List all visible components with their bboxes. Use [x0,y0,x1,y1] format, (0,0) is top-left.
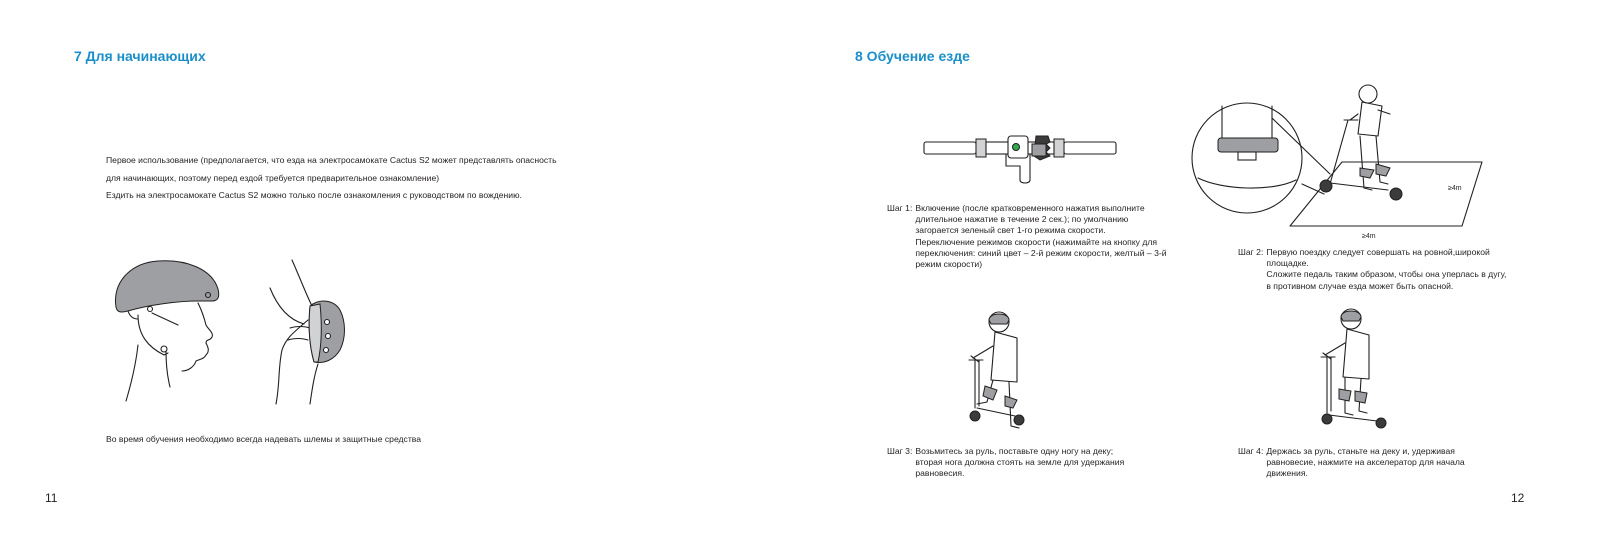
step-3-caption [887,446,1124,480]
page-number: 12 [1511,491,1525,505]
step-line: переключения: синий цвет – 2-й режим скорости, желтый – 3-й [915,247,1167,258]
section-heading: 8 Обучение езде [855,48,970,64]
rider-on-area-illustration [1192,78,1492,244]
right-page [800,0,1600,541]
step-line: площадке. [1266,258,1309,269]
step-line: Сложите педаль таким образом, чтобы она уперлась в дугу, [1266,269,1507,280]
safety-note: Во время обучения необходимо всегда надевать шлемы и защитные средства [106,434,422,444]
step-line: Держась за руль, станьте на деку и, удерживая [1266,446,1455,456]
page-number: 11 [45,491,58,505]
step-line: режим скорости) [915,259,983,270]
step-line: равновесие, нажмите на акселератор для начала [1266,457,1465,468]
both-feet-on-deck-illustration [1315,305,1395,435]
area-width-label: ≥4m [1448,185,1462,192]
step-line: движения. [1266,468,1308,479]
step-line: равновесия. [915,468,965,479]
intro-paragraph [106,152,557,205]
step-line: Включение (после кратковременного нажатия выполните [915,203,1145,213]
step-4-caption [1238,446,1465,480]
step-label: Шаг 4: [1238,446,1264,456]
intro-line: Ездить на электросамокате Cactus S2 можно только после ознакомления с руководством по вождению. [106,190,522,200]
area-depth-label: ≥4m [1362,233,1376,240]
intro-line: для начинающих, поэтому перед ездой требуется предварительное ознакомление) [106,172,440,183]
handlebar-illustration [922,130,1118,188]
step-line: Первую поездку следует совершать на ровной,широкой [1266,247,1490,257]
step-line: вторая нога должна стоять на земле для удержания [915,457,1125,468]
one-foot-on-deck-illustration [965,308,1045,438]
knee-pad-illustration [270,258,370,408]
section-heading: 7 Для начинающих [74,48,206,64]
step-line: загорается зеленый свет 1-го режима скорости. [915,225,1106,236]
step-line: Возьмитесь за руль, поставьте одну ногу на деку; [915,446,1114,456]
step-line: в противном случае езда может быть опасной. [1266,280,1454,291]
step-label: Шаг 1: [887,203,913,213]
step-2-caption [1238,247,1506,292]
intro-line: Первое использование (предполагается, что езда на электросамокате Cactus S2 может представлять опасность [106,155,557,165]
step-label: Шаг 3: [887,446,913,456]
helmet-illustration [108,255,228,405]
step-1-caption [887,203,1167,270]
step-label: Шаг 2: [1238,247,1264,257]
step-line: Переключение режимов скорости (нажимайте на кнопку для [915,236,1158,247]
step-line: длительное нажатие в течение 2 сек.); по умолчанию [915,214,1129,225]
